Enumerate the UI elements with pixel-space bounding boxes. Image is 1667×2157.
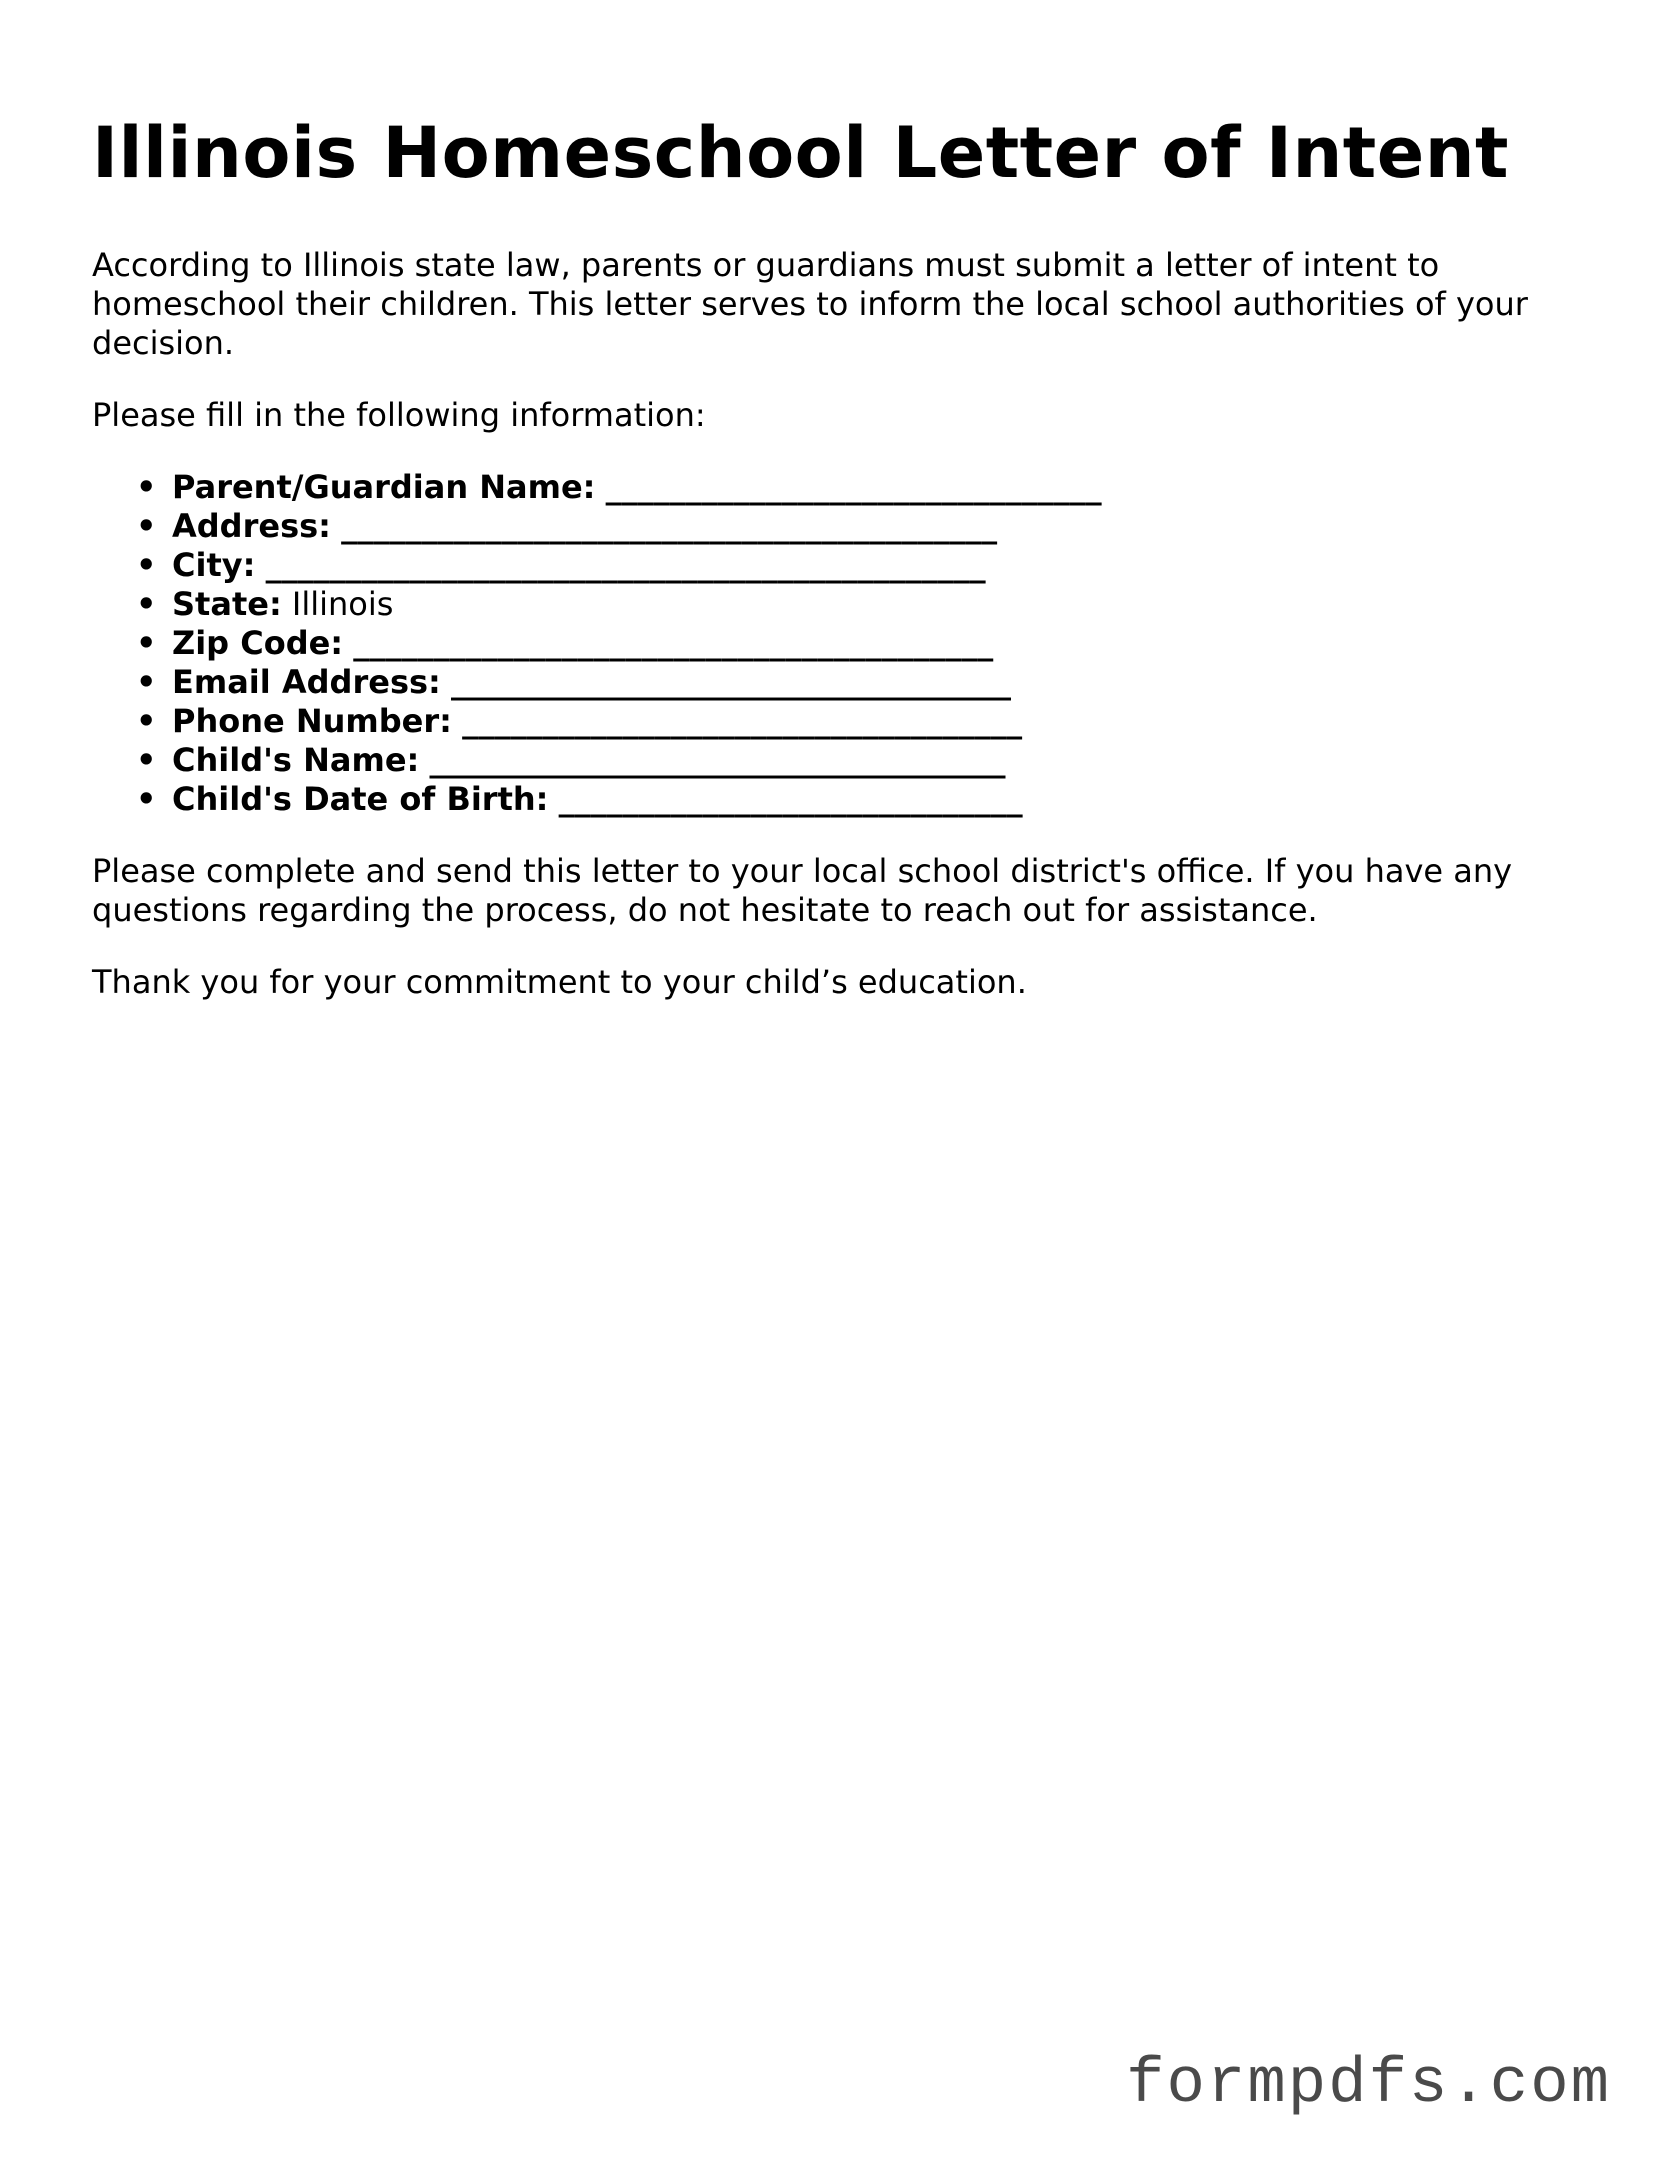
field-blank-line[interactable]: ___________________________________ xyxy=(451,662,1011,701)
field-address[interactable] xyxy=(136,506,1592,546)
field-label: Parent/Guardian Name: xyxy=(172,467,596,506)
watermark: formpdfs.com xyxy=(1126,2049,1611,2121)
field-parent-guardian-name[interactable] xyxy=(136,467,1592,507)
field-label: Email Address: xyxy=(172,662,441,701)
field-blank-line[interactable]: ____________________________________ xyxy=(429,740,1006,779)
letter-page xyxy=(92,110,1592,1035)
bullet-icon: • xyxy=(136,623,157,662)
thanks-paragraph: Thank you for your commitment to your child’s education. xyxy=(92,962,1027,1001)
field-city[interactable] xyxy=(136,545,1592,585)
bullet-icon: • xyxy=(136,662,157,701)
field-blank-line[interactable]: _______________________________ xyxy=(605,467,1102,506)
page-title: Illinois Homeschool Letter of Intent xyxy=(92,112,1510,194)
field-label: Address: xyxy=(172,506,331,545)
field-blank-line[interactable]: _________________________________________ xyxy=(341,506,998,545)
info-field-list xyxy=(92,468,1592,819)
field-state xyxy=(136,584,1592,624)
field-label: Zip Code: xyxy=(172,623,344,662)
intro-paragraph: According to Illinois state law, parents or guardians must submit a letter of intent to homeschool their children. This letter serves to inform the local school authorities of your decision. xyxy=(92,245,1528,362)
field-childs-name[interactable] xyxy=(136,740,1592,780)
field-zip-code[interactable] xyxy=(136,623,1592,663)
field-label: Child's Name: xyxy=(172,740,420,779)
closing-paragraph: Please complete and send this letter to your local school district's office. If you have any questions regarding the process, do not hesitate to reach out for assistance. xyxy=(92,851,1513,929)
bullet-icon: • xyxy=(136,545,157,584)
field-blank-line[interactable]: _____________________________________________ xyxy=(265,545,986,584)
field-childs-date-of-birth[interactable] xyxy=(136,779,1592,819)
field-label: State: xyxy=(172,584,282,623)
bullet-icon: • xyxy=(136,701,157,740)
field-blank-line[interactable]: ________________________________________ xyxy=(353,623,994,662)
bullet-icon: • xyxy=(136,506,157,545)
field-value-state: Illinois xyxy=(291,584,394,623)
field-blank-line[interactable]: ___________________________________ xyxy=(462,701,1023,740)
bullet-icon: • xyxy=(136,779,157,818)
instruction-text: Please fill in the following information: xyxy=(92,395,706,434)
bullet-icon: • xyxy=(136,740,157,779)
field-blank-line[interactable]: _____________________________ xyxy=(558,779,1023,818)
field-label: Child's Date of Birth: xyxy=(172,779,549,818)
field-label: Phone Number: xyxy=(172,701,452,740)
field-label: City: xyxy=(172,545,256,584)
field-email-address[interactable] xyxy=(136,662,1592,702)
field-phone-number[interactable] xyxy=(136,701,1592,741)
bullet-icon: • xyxy=(136,584,157,623)
bullet-icon: • xyxy=(136,467,157,506)
